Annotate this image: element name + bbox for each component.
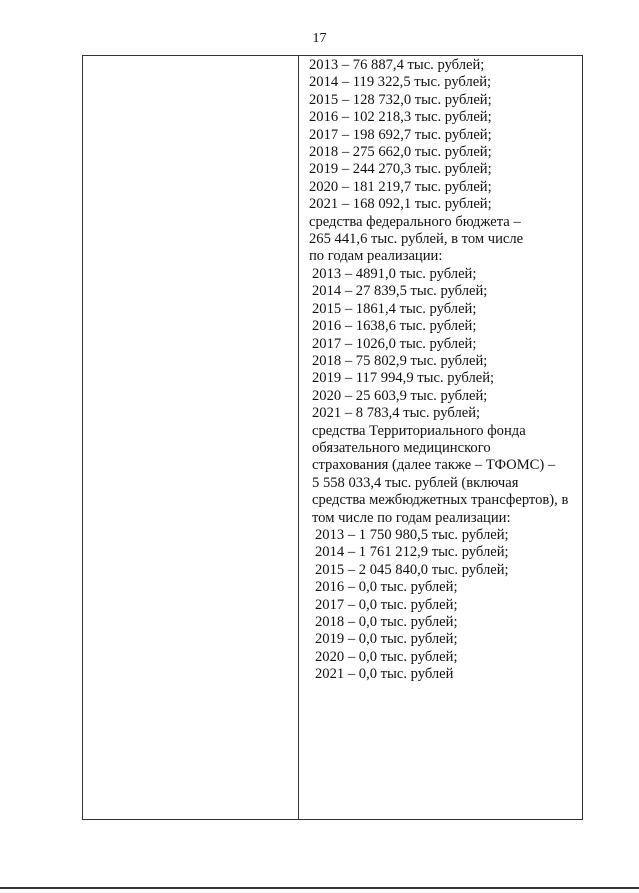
text-line: 2019 – 244 270,3 тыс. рублей; [309,161,492,178]
text-line: том числе по годам реализации: [312,509,511,526]
text-line: 2019 – 117 994,9 тыс. рублей; [312,370,495,387]
text-line: 2021 – 8 783,4 тыс. рублей; [312,405,481,422]
text-line: 2018 – 0,0 тыс. рублей; [315,614,458,630]
text-line: 2014 – 27 839,5 тыс. рублей; [312,283,488,300]
text-line: 2014 – 119 322,5 тыс. рублей; [309,74,492,91]
tfoms-by-year-list [309,527,582,684]
text-line: 5 558 033,4 тыс. рублей (включая [312,474,519,491]
text-line: 2015 – 2 045 840,0 тыс. рублей; [315,561,509,578]
text-line: 2018 – 275 662,0 тыс. рублей; [309,144,492,161]
table-left-column [83,56,299,819]
text-line: 2020 – 25 603,9 тыс. рублей; [312,387,488,404]
federal-by-year-list [309,266,582,423]
text-line: 2020 – 0,0 тыс. рублей; [315,648,458,665]
total-by-year-list [309,57,582,214]
text-line: 2013 – 76 887,4 тыс. рублей; [309,57,485,73]
text-line: 2016 – 102 218,3 тыс. рублей; [309,109,492,126]
text-line: 2015 – 1861,4 тыс. рублей; [312,300,477,317]
text-line: 2013 – 4891,0 тыс. рублей; [312,265,477,282]
text-line: средства межбюджетных трансфертов), в [312,492,569,509]
text-line: 2018 – 75 802,9 тыс. рублей; [312,352,488,369]
bottom-rule [0,887,639,889]
text-line: 2014 – 1 761 212,9 тыс. рублей; [315,544,509,561]
text-line: 2015 – 128 732,0 тыс. рублей; [309,91,492,108]
text-line: средства Территориального фонда [312,422,526,439]
text-line: по годам реализации: [309,248,443,265]
tfoms-heading [309,423,582,527]
text-line: средства федерального бюджета – [309,213,521,230]
text-line: 2020 – 181 219,7 тыс. рублей; [309,178,492,195]
text-line: обязательного медицинского [312,439,491,456]
text-line: 2021 – 168 092,1 тыс. рублей; [309,196,492,213]
text-line: 2017 – 0,0 тыс. рублей; [315,596,458,613]
page-number: 17 [312,31,327,46]
text-line: 2013 – 1 750 980,5 тыс. рублей; [315,526,509,543]
text-line: 2016 – 1638,6 тыс. рублей; [312,318,477,335]
text-line: страхования (далее также – ТФОМС) – [312,457,556,474]
text-line: 2021 – 0,0 тыс. рублей [315,666,454,683]
text-line: 2019 – 0,0 тыс. рублей; [315,631,458,648]
text-line: 265 441,6 тыс. рублей, в том числе [309,231,524,248]
funding-table [82,55,583,820]
text-line: 2016 – 0,0 тыс. рублей; [315,579,458,596]
table-right-column [298,56,582,819]
text-line: 2017 – 198 692,7 тыс. рублей; [309,126,492,143]
federal-budget-heading [309,214,582,266]
text-line: 2017 – 1026,0 тыс. рублей; [312,335,477,352]
